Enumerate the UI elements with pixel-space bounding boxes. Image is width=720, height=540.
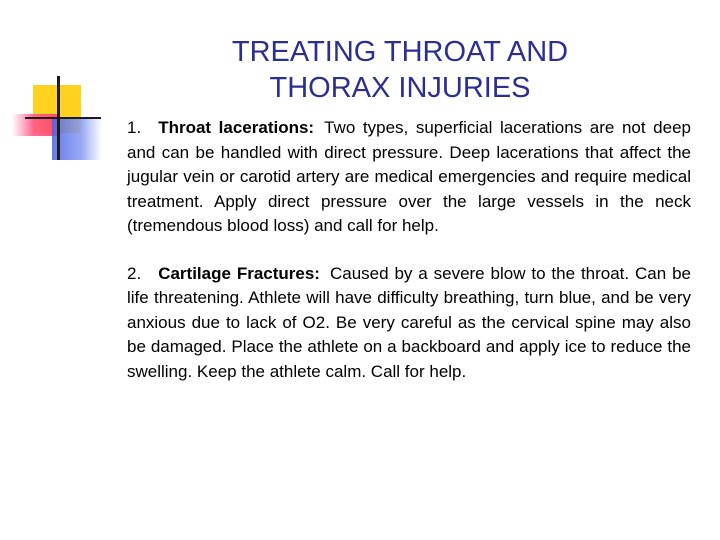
item-heading: Throat lacerations: xyxy=(158,118,315,137)
title-line-1: TREATING THROAT AND xyxy=(231,36,569,68)
item-number: 1. xyxy=(127,118,142,137)
item-text: Caused by a severe blow to the throat. Can be life threatening. Athlete will have difficulty breathing, turn blue, and be very anxious due to lack of O2. Be very careful as the cervical spine may also be damaged. Place the athlete on a backboard and apply ice to reduce the swelling. Keep the athlete calm. Call for help. xyxy=(127,263,691,381)
item-text: Two types, superficial lacerations are not deep and can be handled with direct pressure. Deep lacerations that affect the jugular vein or carotid artery are medical emergencies and require medical treatment. Apply direct pressure over the large vessels in the neck (tremendous blood loss) and call for help. xyxy=(127,118,691,235)
item-heading: Cartilage Fractures: xyxy=(158,263,320,283)
decorative-horizontal-line xyxy=(25,117,101,119)
item-number: 2. xyxy=(127,263,142,283)
slide-body xyxy=(127,116,691,384)
list-item-cartilage-fractures xyxy=(127,262,691,385)
title-line-2: THORAX INJURIES xyxy=(269,72,531,104)
slide-title xyxy=(170,34,630,106)
list-item-throat-lacerations xyxy=(127,116,691,239)
